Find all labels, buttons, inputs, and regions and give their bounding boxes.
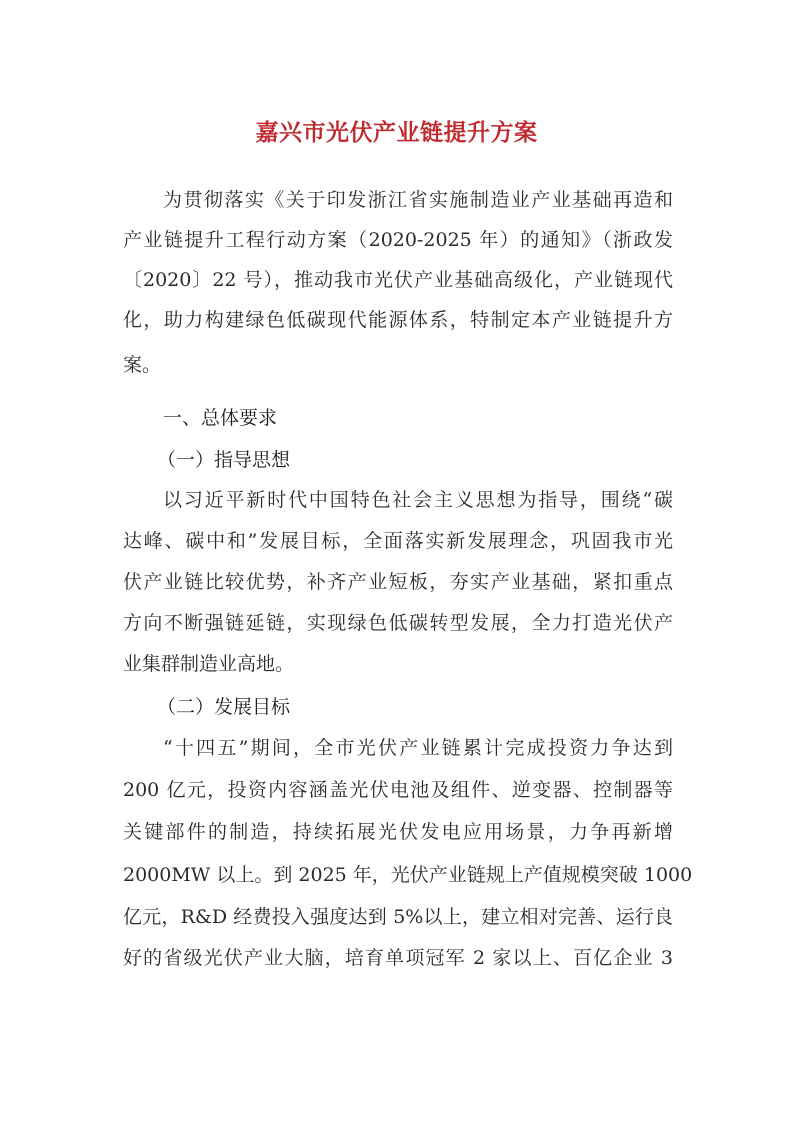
subsection-heading-development-goals: （二）发展目标 bbox=[157, 696, 291, 718]
paragraph-line: 亿元，R&D 经费投入强度达到 5%以上，建立相对完善、运行良 bbox=[123, 906, 673, 928]
paragraph-line: 关键部件的制造，持续拓展光伏发电应用场景，力争再新增 bbox=[123, 821, 673, 843]
section-heading-overall-requirements: 一、总体要求 bbox=[163, 407, 278, 429]
paragraph-line: 200 亿元，投资内容涵盖光伏电池及组件、逆变器、控制器等 bbox=[123, 779, 673, 801]
paragraph-line: 业集群制造业高地。 bbox=[123, 653, 295, 675]
paragraph-line: 为贯彻落实《关于印发浙江省实施制造业产业基础再造和 bbox=[163, 189, 673, 211]
paragraph-line: “十四五”期间，全市光伏产业链累计完成投资力争达到 bbox=[163, 737, 673, 759]
paragraph-line: 以习近平新时代中国特色社会主义思想为指导，围绕“碳 bbox=[163, 489, 673, 511]
paragraph-line: 伏产业链比较优势，补齐产业短板，夯实产业基础，紧扣重点 bbox=[123, 571, 673, 593]
paragraph-line: 〔2020〕22 号），推动我市光伏产业基础高级化，产业链现代 bbox=[123, 269, 673, 291]
paragraph-line: 化，助力构建绿色低碳现代能源体系，特制定本产业链提升方 bbox=[123, 309, 673, 331]
paragraph-line: 方向不断强链延链，实现绿色低碳转型发展，全力打造光伏产 bbox=[123, 612, 673, 634]
paragraph-line: 好的省级光伏产业大脑，培育单项冠军 2 家以上、百亿企业 3 bbox=[123, 947, 673, 969]
subsection-heading-guiding-ideology: （一）指导思想 bbox=[157, 449, 291, 471]
paragraph-line: 2000MW 以上。到 2025 年，光伏产业链规上产值规模突破 1000 bbox=[123, 864, 693, 886]
paragraph-line: 产业链提升工程行动方案（2020-2025 年）的通知》（浙政发 bbox=[123, 229, 673, 251]
paragraph-line: 达峰、碳中和”发展目标，全面落实新发展理念，巩固我市光 bbox=[123, 530, 673, 552]
paragraph-line: 案。 bbox=[123, 354, 162, 376]
document-title: 嘉兴市光伏产业链提升方案 bbox=[255, 120, 538, 146]
